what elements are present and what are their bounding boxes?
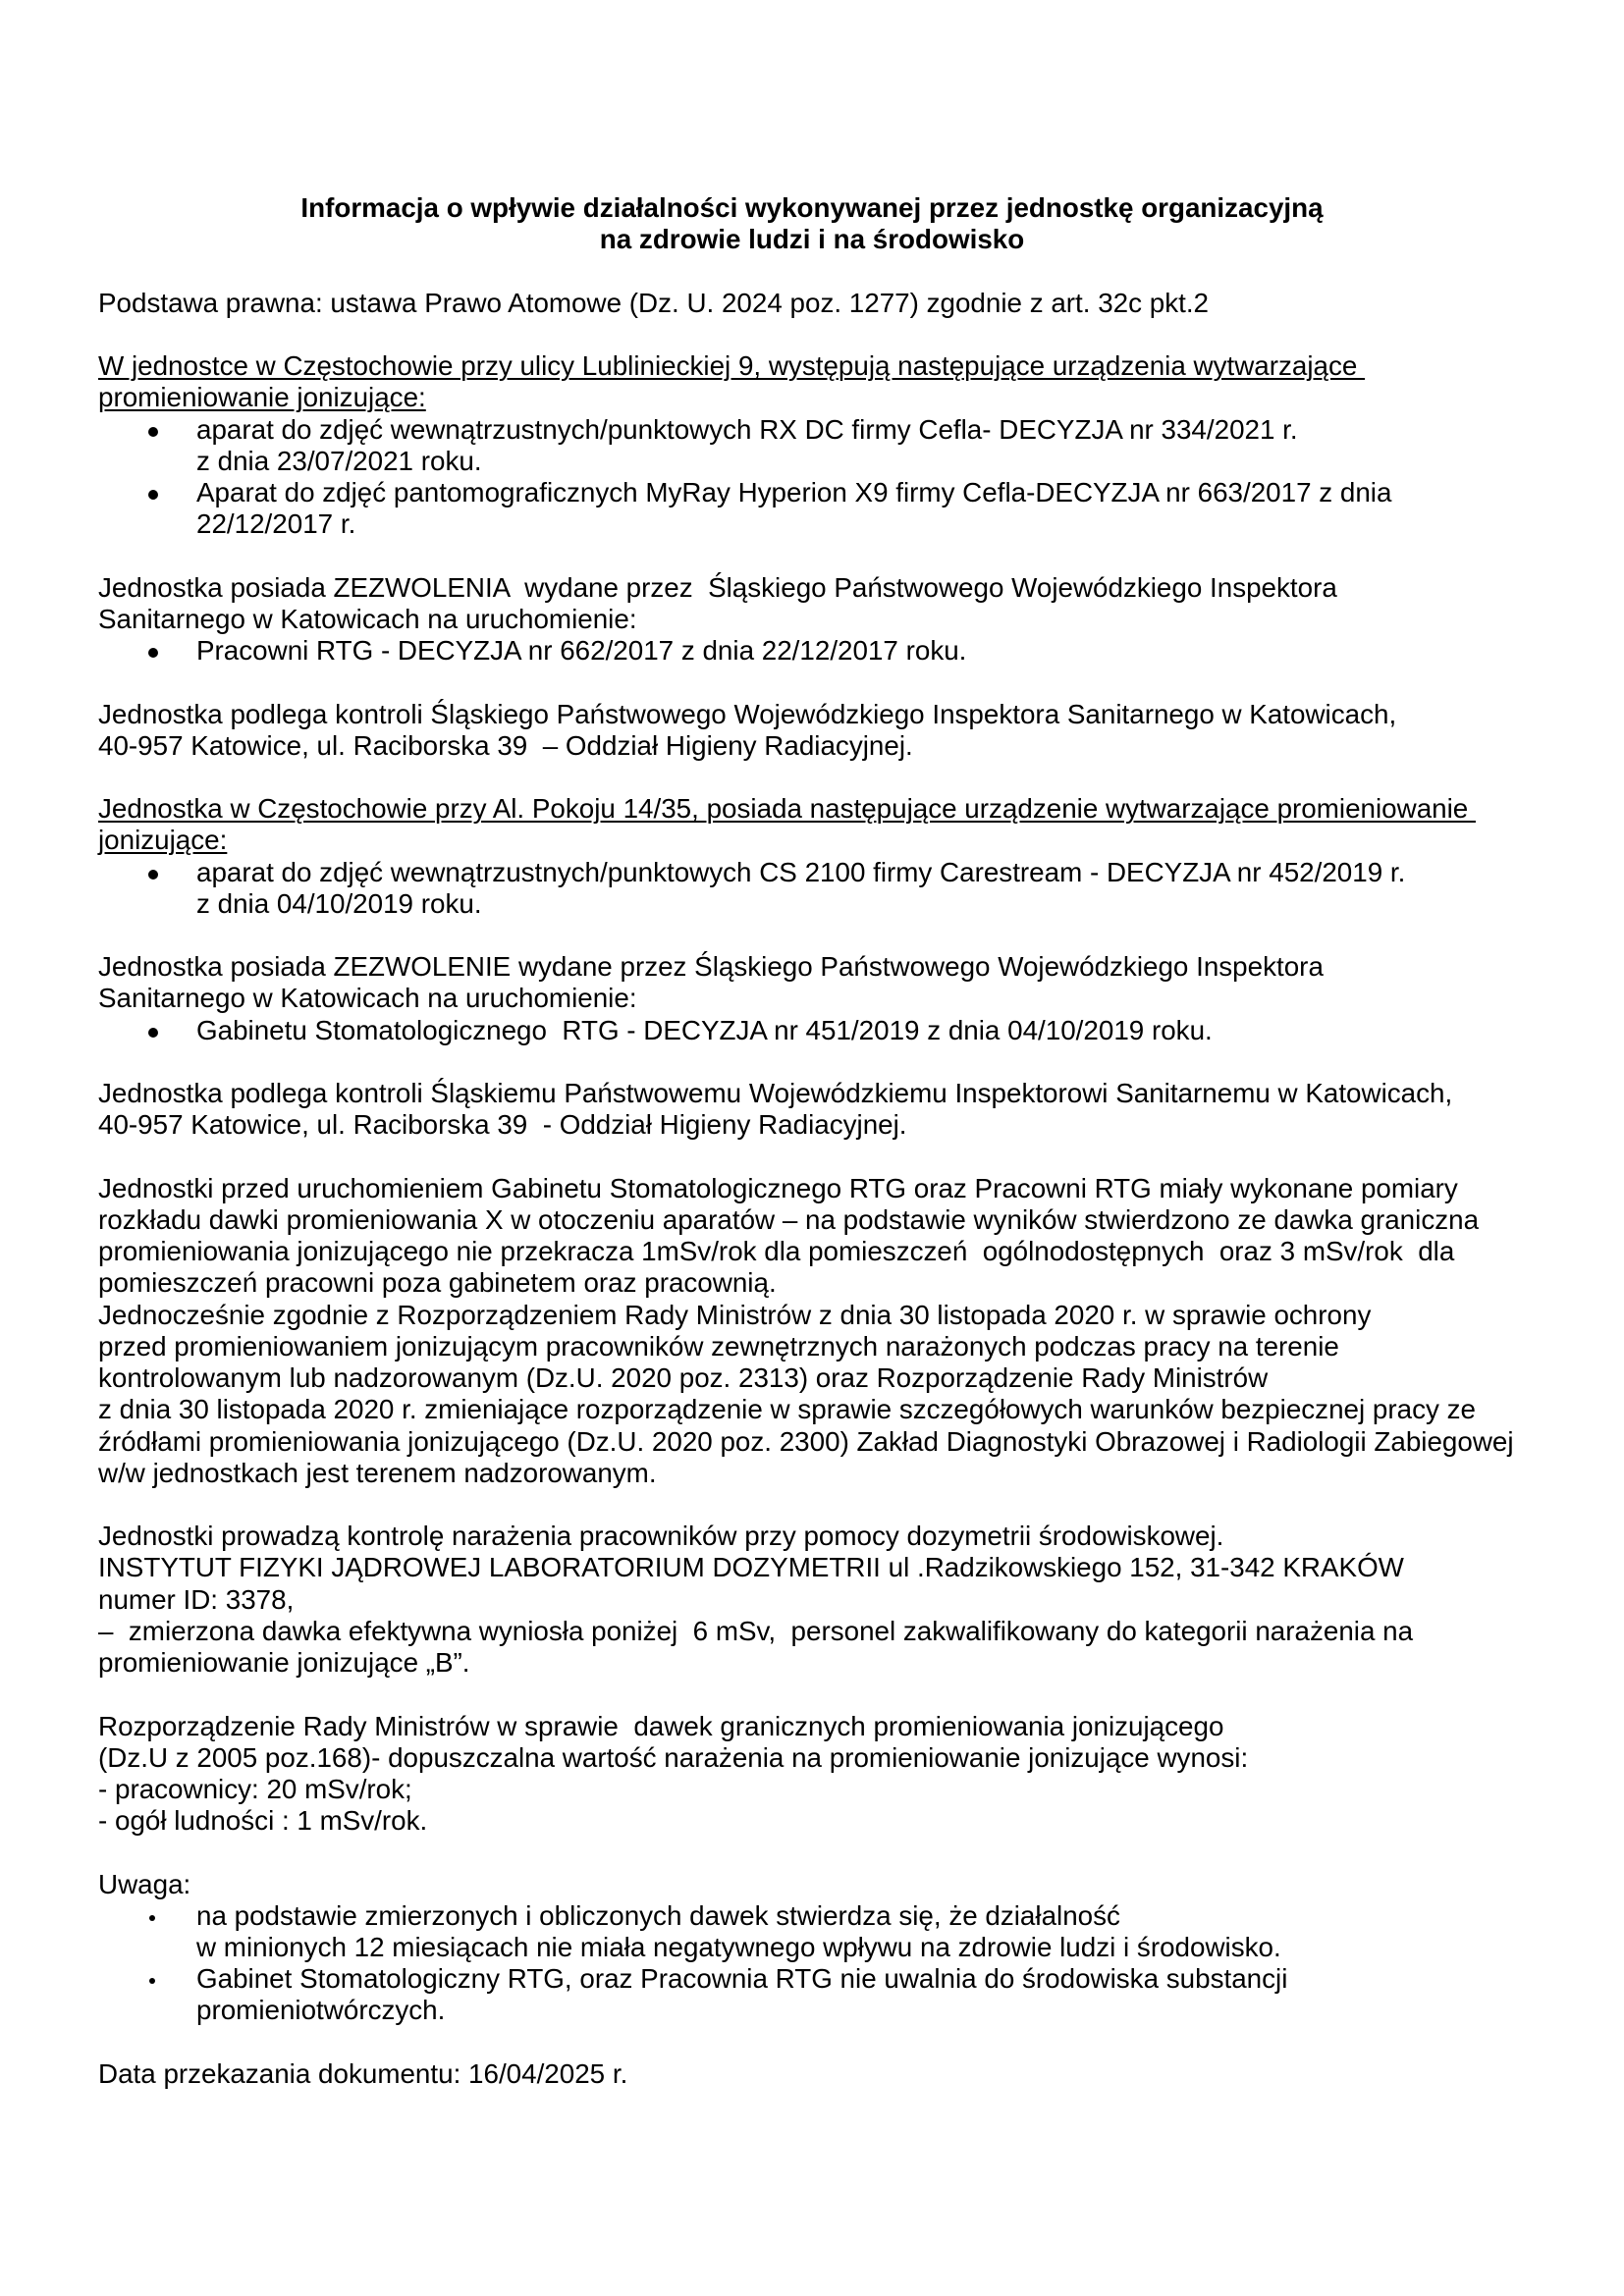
unit-1-permit-line: Sanitarnego w Katowicach na uruchomienie: <box>98 603 637 634</box>
paragraph-line: kontrolowanym lub nadzorowanym (Dz.U. 2020 poz. 2313) oraz Rozporządzenie Rady Ministrów <box>98 1362 1269 1394</box>
title-line: na zdrowie ludzi i na środowisko <box>599 224 1025 255</box>
list-item-line: 22/12/2017 r. <box>196 508 356 540</box>
paragraph-line: promieniowanie jonizujące „B”. <box>98 1647 470 1679</box>
unit-1-heading-line <box>98 350 1526 382</box>
list-item-line: aparat do zdjęć wewnątrzustnych/punktowych RX DC firmy Cefla- DECYZJA nr 334/2021 r. <box>196 413 1298 445</box>
list-item <box>98 1963 1526 2026</box>
paragraph-line: Jednostki przed uruchomieniem Gabinetu Stomatologicznego RTG oraz Pracowni RTG miały wykonane pomiary <box>98 1172 1458 1203</box>
measurements-paragraph <box>98 1173 1526 1489</box>
bullet-icon <box>148 427 158 437</box>
document-date: Data przekazania dokumentu: 16/04/2025 r. <box>98 2057 628 2089</box>
underlined-text: Jednostka w Częstochowie przy Al. Pokoju 14/35, posiada następujące urządzenie wytwarzające promieniowanie <box>98 793 1476 825</box>
blank-line <box>98 762 1526 793</box>
paragraph-line: pomieszczeń pracowni poza gabinetem oraz pracownią. <box>98 1267 777 1299</box>
list-item <box>98 414 1526 477</box>
dosimetry-paragraph <box>98 1521 1526 1679</box>
unit-1-device-list <box>98 414 1526 541</box>
document-body <box>98 192 1526 2090</box>
bullet-icon <box>148 648 158 658</box>
list-item-line: promieniotwórczych. <box>196 1995 446 2026</box>
paragraph-line: przed promieniowaniem jonizującym pracowników zewnętrznych narażonych podczas pracy na terenie <box>98 1330 1339 1362</box>
paragraph-line: numer ID: 3378, <box>98 1583 295 1615</box>
unit-2-section <box>98 793 1526 1141</box>
list-item-line: na podstawie zmierzonych i obliczonych dawek stwierdza się, że działalność <box>196 1899 1120 1931</box>
list-item <box>98 1015 1526 1046</box>
unit-2-supervision-line: Jednostka podlega kontroli Śląskiemu Państwowemu Wojewódzkiemu Inspektorowi Sanitarnemu w Katowicach, <box>98 1078 1453 1109</box>
dose-limits-paragraph <box>98 1711 1526 1838</box>
paragraph-line: Rozporządzenie Rady Ministrów w sprawie dawek granicznych promieniowania jonizującego <box>98 1710 1224 1741</box>
blank-line <box>98 2027 1526 2058</box>
list-item <box>98 1900 1526 1963</box>
blank-line <box>98 920 1526 951</box>
paragraph-line: - pracownicy: 20 mSv/rok; <box>98 1773 412 1804</box>
list-item-line: Aparat do zdjęć pantomograficznych MyRay Hyperion X9 firmy Cefla-DECYZJA nr 663/2017 z dnia <box>196 476 1392 507</box>
list-item-line: z dnia 04/10/2019 roku. <box>196 887 482 919</box>
bullet-icon <box>148 870 158 880</box>
paragraph-line: Jednocześnie zgodnie z Rozporządzeniem Rady Ministrów z dnia 30 listopada 2020 r. w sprawie ochrony <box>98 1299 1372 1330</box>
list-item-line: z dnia 23/07/2021 roku. <box>196 445 482 476</box>
unit-1-supervision-line: 40-957 Katowice, ul. Raciborska 39 – Oddział Higieny Radiacyjnej. <box>98 729 913 761</box>
paragraph-line: rozkładu dawki promieniowania X w otoczeniu aparatów – na podstawie wyników stwierdzono ze dawka graniczna <box>98 1204 1480 1235</box>
list-item-line: Gabinetu Stomatologicznego RTG - DECYZJA nr 451/2019 z dnia 04/10/2019 roku. <box>196 1014 1213 1045</box>
paragraph-line: źródłami promieniowania jonizującego (Dz.U. 2020 poz. 2300) Zakład Diagnostyki Obrazowej i Radiologii Zabiegowej <box>98 1425 1514 1457</box>
unit-1-permit-line: Jednostka posiada ZEZWOLENIA wydane przez Śląskiego Państwowego Wojewódzkiego Inspektora <box>98 571 1337 603</box>
unit-2-heading-line <box>98 825 1526 856</box>
bullet-icon <box>148 490 158 500</box>
blank-line <box>98 1489 1526 1521</box>
bullet-icon <box>149 1978 155 1984</box>
unit-1-section <box>98 350 1526 762</box>
bullet-icon <box>149 1915 155 1921</box>
paragraph-line: w/w jednostkach jest terenem nadzorowanym. <box>98 1457 657 1488</box>
bullet-icon <box>148 1028 158 1038</box>
underlined-text: promieniowanie jonizujące: <box>98 382 426 413</box>
list-item <box>98 857 1526 920</box>
paragraph-line: – zmierzona dawka efektywna wyniosła poniżej 6 mSv, personel zakwalifikowany do kategorii narażenia na <box>98 1615 1414 1646</box>
list-item-line: Gabinet Stomatologiczny RTG, oraz Pracownia RTG nie uwalnia do środowiska substancji <box>196 1963 1288 1995</box>
list-item-line: w minionych 12 miesiącach nie miała negatywnego wpływu na zdrowie ludzi i środowisko. <box>196 1932 1281 1963</box>
unit-2-supervision-line: 40-957 Katowice, ul. Raciborska 39 - Oddział Higieny Radiacyjnej. <box>98 1109 907 1141</box>
blank-line <box>98 1046 1526 1078</box>
blank-line <box>98 1837 1526 1868</box>
paragraph-line: INSTYTUT FIZYKI JĄDROWEJ LABORATORIUM DOZYMETRII ul .Radzikowskiego 152, 31-342 KRAKÓW <box>98 1552 1404 1583</box>
title-line: Informacja o wpływie działalności wykonywanej przez jednostkę organizacyjną <box>300 192 1324 223</box>
underlined-text: W jednostce w Częstochowie przy ulicy Lublinieckiej 9, występują następujące urządzenia wytwarzające <box>98 350 1366 382</box>
document-title <box>98 192 1526 255</box>
unit-1-heading-line <box>98 382 1526 413</box>
list-item-line: Pracowni RTG - DECYZJA nr 662/2017 z dnia 22/12/2017 roku. <box>196 635 967 667</box>
paragraph-line: (Dz.U z 2005 poz.168)- dopuszczalna wartość narażenia na promieniowanie jonizujące wynosi: <box>98 1741 1249 1773</box>
blank-line <box>98 255 1526 287</box>
list-item-line: aparat do zdjęć wewnątrzustnych/punktowych CS 2100 firmy Carestream - DECYZJA nr 452/2019 r. <box>196 856 1406 887</box>
unit-1-supervision-line: Jednostka podlega kontroli Śląskiego Państwowego Wojewódzkiego Inspektora Sanitarnego w Katowicach, <box>98 698 1397 729</box>
blank-line <box>98 319 1526 350</box>
underlined-text: jonizujące: <box>98 825 228 856</box>
paragraph-line: promieniowania jonizującego nie przekracza 1mSv/rok dla pomieszczeń ogólnodostępnych oraz 3 mSv/rok dla <box>98 1236 1455 1267</box>
paragraph-line: z dnia 30 listopada 2020 r. zmieniające rozporządzenie w sprawie szczegółowych warunków bezpiecznej pracy ze <box>98 1394 1476 1425</box>
paragraph-line: Jednostki prowadzą kontrolę narażenia pracowników przy pomocy dozymetrii środowiskowej. <box>98 1521 1224 1552</box>
blank-line <box>98 1679 1526 1710</box>
list-item <box>98 477 1526 540</box>
unit-2-heading-line <box>98 793 1526 825</box>
remarks-label: Uwaga: <box>98 1868 191 1899</box>
list-item <box>98 635 1526 667</box>
paragraph-line: - ogół ludności : 1 mSv/rok. <box>98 1805 428 1837</box>
blank-line <box>98 1142 1526 1173</box>
remarks-section <box>98 1869 1526 2027</box>
unit-2-permit-line: Sanitarnego w Katowicach na uruchomienie: <box>98 983 637 1014</box>
blank-line <box>98 667 1526 698</box>
legal-basis: Podstawa prawna: ustawa Prawo Atomowe (Dz. U. 2024 poz. 1277) zgodnie z art. 32c pkt.2 <box>98 287 1210 318</box>
blank-line <box>98 540 1526 571</box>
unit-2-permit-line: Jednostka posiada ZEZWOLENIE wydane przez Śląskiego Państwowego Wojewódzkiego Inspektora <box>98 951 1324 983</box>
